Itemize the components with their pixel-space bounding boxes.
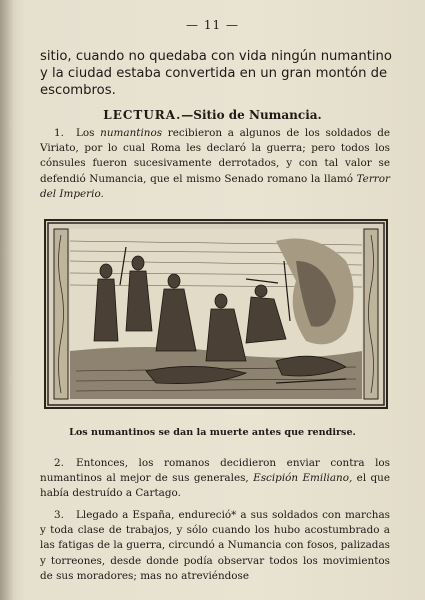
paragraph-text: Los <box>76 127 101 139</box>
paragraph-text: Llegado a España, endureció* a sus soldados con marchas y toda clase de trabajos, y sólo cuando los hubo acostumbrado a las fatigas de la guerra, circundó a Numancia con fosos, palizadas y torreones, desde donde podía observar todos los movimientos de sus moradores; mas no atreviéndose <box>40 509 390 582</box>
paragraph-1 <box>40 126 390 202</box>
intro-text: sitio, cuando no quedaba con vida ningún numantino y la ciudad estaba convertida en un gran montón de escombros. <box>40 49 392 98</box>
paragraph-number: 2. <box>54 457 64 469</box>
reading-heading-title: —Sitio de Numancia. <box>181 108 322 122</box>
paragraph-text-italic: numantinos <box>100 127 163 139</box>
paragraph-text: el que había destruído a Cartago. <box>40 472 390 500</box>
engraving-illustration <box>44 219 388 409</box>
paragraph-text-italic: Terror del Imperio. <box>40 172 390 200</box>
reading-heading <box>0 108 425 122</box>
paragraph-text-italic: Escipión Emiliano, <box>253 472 353 485</box>
page-number: — 11 — <box>186 18 239 32</box>
paragraph-3 <box>40 508 390 584</box>
paragraph-number: 3. <box>54 509 64 521</box>
page-gutter-shadow <box>0 0 14 600</box>
illustration-caption: Los numantinos se dan la muerte antes que rendirse. <box>69 427 356 438</box>
paragraph-2 <box>40 456 390 502</box>
reading-heading-tag: LECTURA. <box>103 108 182 122</box>
paragraph-text: recibieron a algunos de los soldados de Viriato, por lo cual Roma les declaró la guerra; pero todos los cónsules fueron sucesivamente derrotados, y con tal valor se defendió Numancia, que el mismo Senado romano la llamó <box>40 127 390 185</box>
paragraph-number: 1. <box>54 127 64 139</box>
engraving-art <box>46 221 386 407</box>
paragraph-text: Entonces, los romanos decidieron enviar contra los numantinos al mejor de sus generales, <box>40 457 390 485</box>
